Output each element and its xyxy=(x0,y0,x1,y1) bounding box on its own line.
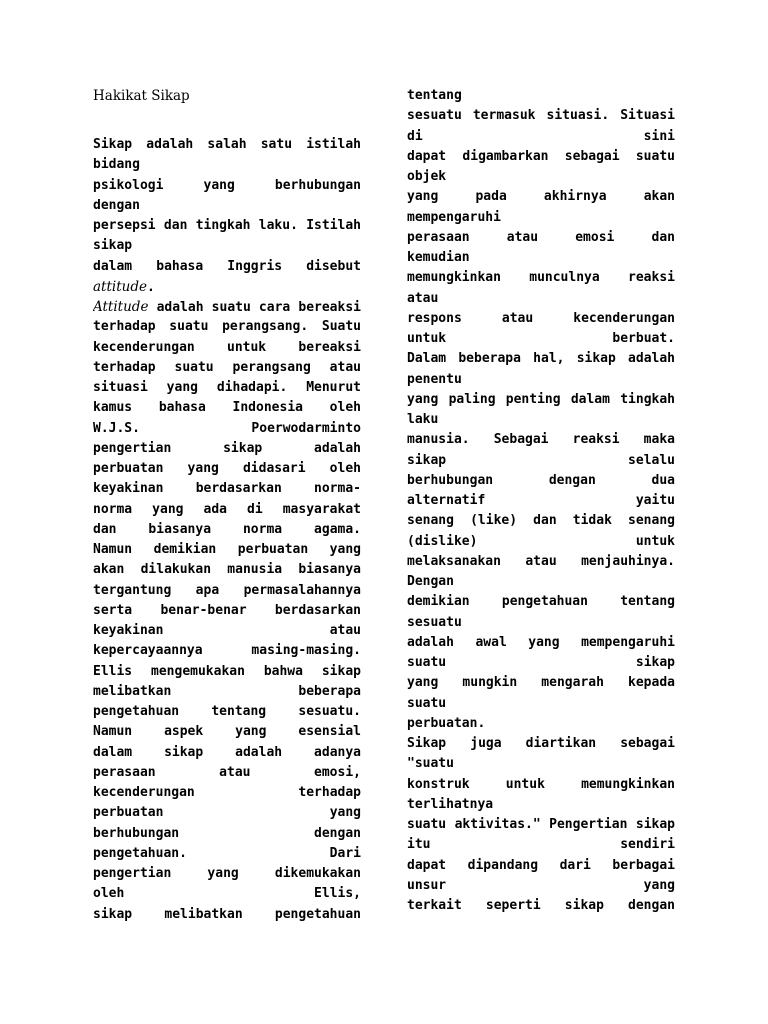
text-line: sesuatu termasuk situasi. Situasi xyxy=(407,108,675,124)
text-line: sesuatu xyxy=(407,614,462,630)
text-line: oleh Ellis, xyxy=(93,886,361,902)
text-line: (dislike) untuk xyxy=(407,533,675,549)
text-line: terhadap suatu perangsang. Suatu xyxy=(93,319,361,335)
text-line: Namun demikian perbuatan yang xyxy=(93,542,361,557)
text-line: untuk berbuat. xyxy=(407,331,675,346)
text-line: yang mungkin mengarah kepada xyxy=(407,675,675,691)
text-line: Dengan xyxy=(407,574,454,589)
text-line: dan biasanya norma agama. xyxy=(93,521,361,537)
text-line: demikian pengetahuan tentang xyxy=(407,594,675,610)
text-line: perbuatan yang didasari oleh xyxy=(93,461,361,476)
text-line: perbuatan yang xyxy=(93,805,361,821)
text-line: sikap xyxy=(93,238,133,254)
text-line: perasaan atau emosi, xyxy=(93,764,361,780)
text-line: terlihatnya xyxy=(407,796,494,812)
text-line: keyakinan berdasarkan norma- xyxy=(93,481,361,497)
text-line: Dalam beberapa hal, sikap adalah xyxy=(407,351,675,367)
text-line: perasaan atau emosi dan xyxy=(407,229,675,245)
text-line: keyakinan atau xyxy=(93,623,361,638)
text-line: mempengaruhi xyxy=(407,209,501,225)
text-line: berhubungan dengan dua xyxy=(407,472,675,488)
text-line: dengan xyxy=(93,197,140,213)
text-line: Sikap juga diartikan sebagai xyxy=(407,736,675,751)
italic-term: attitude xyxy=(93,278,147,295)
text-line: penentu xyxy=(407,371,462,387)
text-line: Sikap adalah salah satu istilah xyxy=(93,137,361,152)
text-line: kamus bahasa Indonesia oleh xyxy=(93,400,361,416)
text-line: situasi yang dihadapi. Menurut xyxy=(93,380,361,395)
text-line: norma yang ada di masyarakat xyxy=(93,501,361,517)
text-line: terkait seperti sikap dengan xyxy=(407,898,675,913)
text-line: objek xyxy=(407,169,447,184)
text-line: yang pada akhirnya akan xyxy=(407,189,675,205)
text-line: tentang xyxy=(407,88,462,103)
text-line: melibatkan beberapa xyxy=(93,683,361,699)
text-line: pengetahuan tentang sesuatu. xyxy=(93,704,361,719)
text-line: unsur yang xyxy=(407,877,675,893)
text-line: laku xyxy=(407,412,439,427)
text-line: pengertian yang dikemukakan xyxy=(93,866,361,881)
text-line: perbuatan. xyxy=(407,715,486,731)
text-line: suatu aktivitas." Pengertian sikap xyxy=(407,817,675,832)
text-line: dalam bahasa Inggris disebut xyxy=(93,258,361,274)
text-line: konstruk untuk memungkinkan xyxy=(407,776,675,792)
text-line: adalah awal yang mempengaruhi xyxy=(407,634,675,650)
text-line: kemudian xyxy=(407,250,470,265)
text-line: sikap melibatkan pengetahuan xyxy=(93,906,361,922)
text-line xyxy=(93,277,361,297)
text-line: Ellis mengemukakan bahwa sikap xyxy=(93,663,361,679)
text-line: tergantung apa permasalahannya xyxy=(93,582,361,598)
text-line: kepercayaannya masing-masing. xyxy=(93,643,361,659)
text-line: itu sendiri xyxy=(407,837,675,853)
text-line: atau xyxy=(407,290,439,306)
text-line: sikap selalu xyxy=(407,452,675,468)
line-remainder: . xyxy=(146,279,155,295)
text-line: kecenderungan untuk bereaksi xyxy=(93,339,361,355)
text-line: memungkinkan munculnya reaksi xyxy=(407,270,675,286)
text-line: melaksanakan atau menjauhinya. xyxy=(407,553,675,569)
text-line: suatu sikap xyxy=(407,655,675,670)
text-line: alternatif yaitu xyxy=(407,493,675,508)
italic-term: Attitude xyxy=(93,299,149,315)
text-line: berhubungan dengan xyxy=(93,825,361,841)
text-line: pengertian sikap adalah xyxy=(93,440,361,456)
text-line: senang (like) dan tidak senang xyxy=(407,513,675,529)
text-line: dapat digambarkan sebagai suatu xyxy=(407,148,675,164)
text-line: "suatu xyxy=(407,756,454,772)
text-line: serta benar-benar berdasarkan xyxy=(93,602,361,618)
text-line: respons atau kecenderungan xyxy=(407,310,675,326)
text-line: dapat dipandang dari berbagai xyxy=(407,857,675,873)
text-line: yang paling penting dalam tingkah xyxy=(407,391,675,407)
line-remainder: adalah suatu cara bereaksi xyxy=(148,300,361,315)
text-line: akan dilakukan manusia biasanya xyxy=(93,562,361,578)
text-line xyxy=(93,297,361,317)
text-line: suatu xyxy=(407,695,447,711)
text-line: persepsi dan tingkah laku. Istilah xyxy=(93,218,361,233)
text-line: pengetahuan. Dari xyxy=(93,845,361,861)
text-line: psikologi yang berhubungan xyxy=(93,177,361,193)
text-line: dalam sikap adalah adanya xyxy=(93,744,361,760)
text-line: W.J.S. Poerwodarminto xyxy=(93,420,361,436)
text-line: manusia. Sebagai reaksi maka xyxy=(407,432,675,448)
text-line: bidang xyxy=(93,157,140,173)
document-title: Hakikat Sikap xyxy=(93,88,190,104)
text-line: di sini xyxy=(407,128,675,144)
text-line: terhadap suatu perangsang atau xyxy=(93,359,361,375)
text-line: kecenderungan terhadap xyxy=(93,785,361,800)
text-line: Namun aspek yang esensial xyxy=(93,724,361,740)
